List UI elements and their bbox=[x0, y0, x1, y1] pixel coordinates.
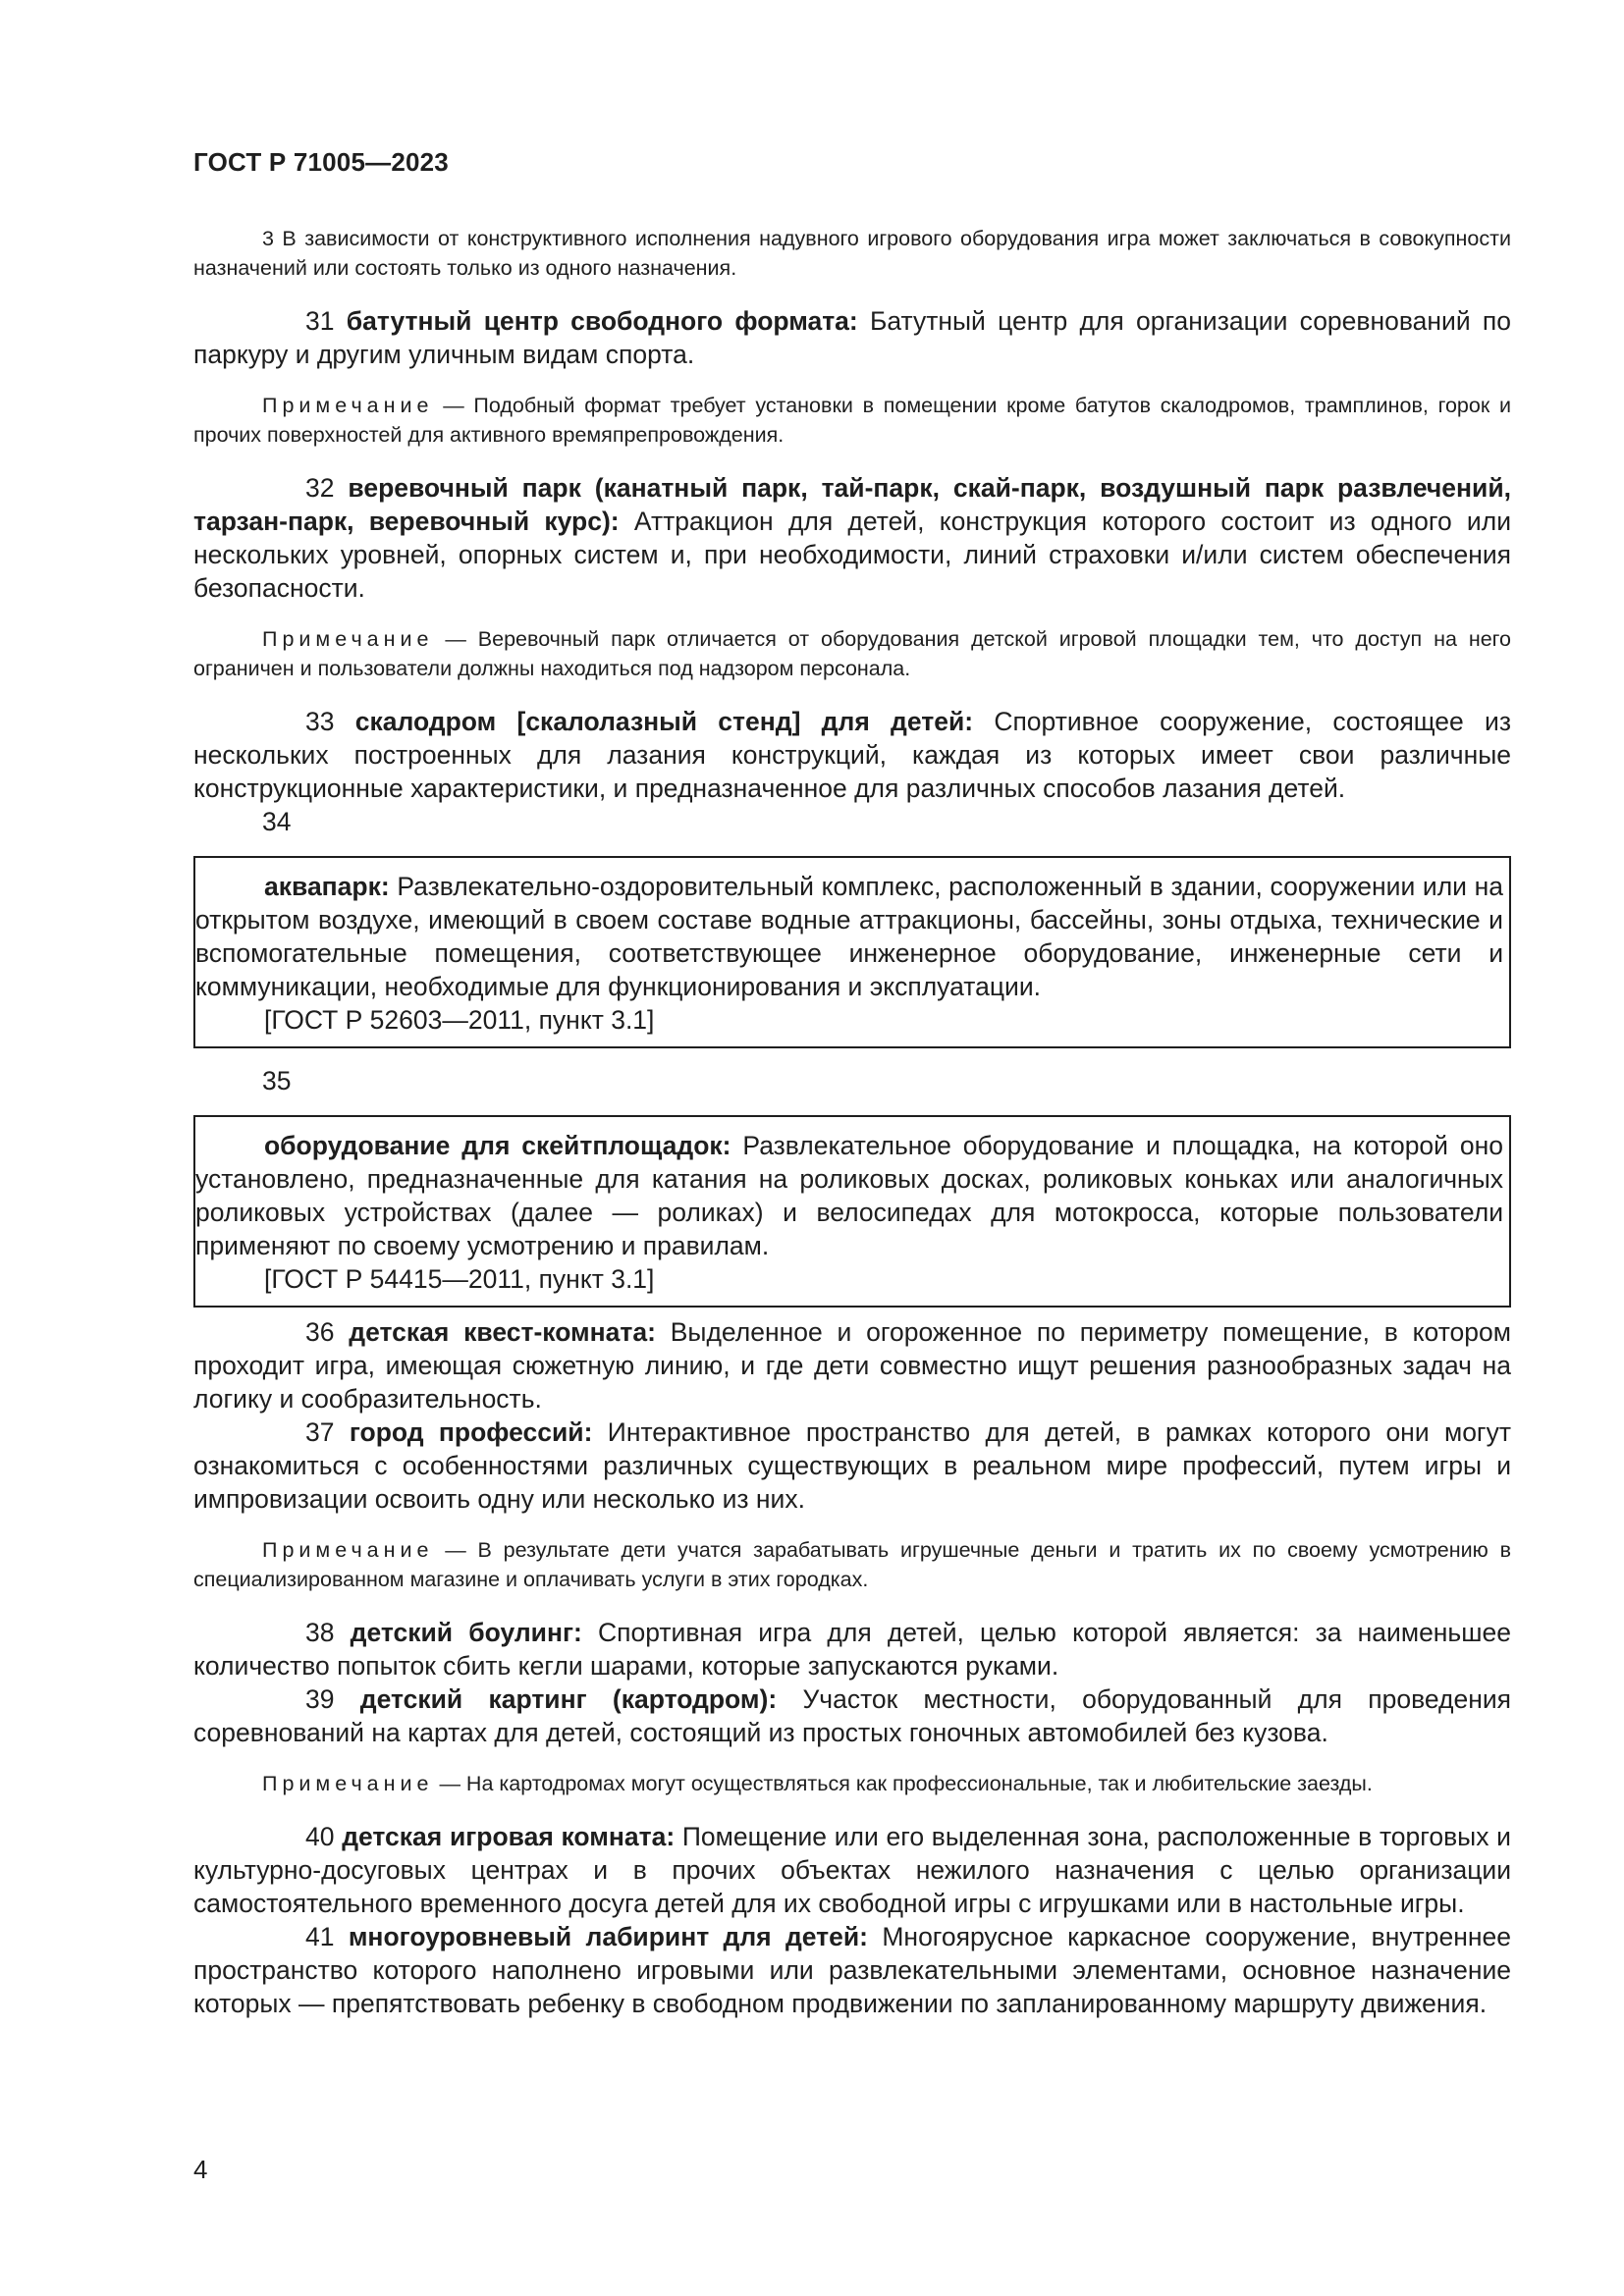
note-3: 3 В зависимости от конструктивного исполнения надувного игрового оборудования игра может заключаться в совокупности назначений или состоять только из одного назначения. bbox=[193, 227, 1511, 280]
term-33 bbox=[193, 705, 1511, 805]
term-31-definition: Батутный центр для организации соревнований по паркуру и другим уличным видам спорта. bbox=[193, 306, 1511, 369]
note-37 bbox=[193, 1535, 1511, 1594]
term-41-definition: Многоярусное каркасное сооружение, внутреннее пространство которого наполнено игровыми или развлекательными элементами, основное назначение которых — препятствовать ребенку в свободном продвижении по запланированному маршруту движения. bbox=[193, 1922, 1511, 2018]
term-40-number: 40 bbox=[305, 1822, 335, 1851]
term-37-name: город профессий: bbox=[349, 1417, 593, 1447]
term-34-source: [ГОСТ Р 52603—2011, пункт 3.1] bbox=[264, 1005, 655, 1035]
term-38-name: детский боулинг: bbox=[350, 1618, 582, 1647]
term-36-number: 36 bbox=[305, 1317, 335, 1347]
note-39 bbox=[193, 1769, 1511, 1798]
note-32 bbox=[193, 624, 1511, 683]
term-33-definition: Спортивное сооружение, состоящее из нескольких построенных для лазания конструкций, каждая из которых имеет свои различные конструкционные характеристики, и предназначенное для различных способов лазания детей. bbox=[193, 707, 1511, 803]
term-34-definition: Развлекательно-оздоровительный комплекс, расположенный в здании, сооружении или на открытом воздухе, имеющий в своем составе водные аттракционы, бассейны, зоны отдыха, технические и вспомогательные помещения, соответствующее инженерное оборудование, инженерные сети и коммуникации, необходимые для функционирования и эксплуатации. bbox=[195, 872, 1503, 1001]
term-33-number: 33 bbox=[305, 707, 335, 736]
note-39-label: Примечание bbox=[262, 1772, 434, 1795]
term-36-name: детская квест-комната: bbox=[349, 1317, 656, 1347]
term-34-number: 34 bbox=[262, 807, 292, 836]
note-32-label: Примечание bbox=[262, 627, 434, 651]
term-35-definition: Развлекательное оборудование и площадка, на которой оно установлено, предназначенные для катания на роликовых досках, роликовых коньках или аналогичных роликовых устройствах (далее — роликах) и велосипедах для мотокросса, которые пользователи применяют по своему усмотрению и правилам. bbox=[195, 1131, 1503, 1260]
term-35-entry bbox=[195, 1129, 1509, 1262]
term-34-entry bbox=[195, 870, 1509, 1003]
term-41-name: многоуровневый лабиринт для детей: bbox=[348, 1922, 869, 1951]
term-31-number: 31 bbox=[305, 306, 335, 336]
term-39 bbox=[193, 1682, 1511, 1749]
note-31-text: — Подобный формат требует установки в помещении кроме батутов скалодромов, трамплинов, горок и прочих поверхностей для активного времяпрепровождения. bbox=[193, 394, 1511, 447]
term-34-box bbox=[193, 856, 1511, 1048]
term-40 bbox=[193, 1820, 1511, 1920]
term-35-box bbox=[193, 1115, 1511, 1308]
term-34-name: аквапарк: bbox=[264, 872, 390, 901]
note-37-text: — В результате дети учатся зарабатывать игрушечные деньги и тратить их по своему усмотрению в специализированном магазине и оплачивать услуги в этих городках. bbox=[193, 1538, 1511, 1591]
note-37-label: Примечание bbox=[262, 1538, 434, 1562]
term-32 bbox=[193, 471, 1511, 605]
term-38 bbox=[193, 1616, 1511, 1682]
term-37-definition: Интерактивное пространство для детей, в рамках которого они могут ознакомиться с особенностями различных существующих в реальном мире профессий, путем игры и импровизации освоить одну или несколько из них. bbox=[193, 1417, 1511, 1514]
term-31-name: батутный центр свободного формата: bbox=[346, 306, 858, 336]
term-37 bbox=[193, 1415, 1511, 1516]
term-40-name: детская игровая комната: bbox=[342, 1822, 676, 1851]
page-number: 4 bbox=[193, 2155, 208, 2184]
term-41 bbox=[193, 1920, 1511, 2020]
term-39-number: 39 bbox=[305, 1684, 335, 1714]
page-header-standard-id: ГОСТ Р 71005—2023 bbox=[193, 147, 449, 177]
term-38-number: 38 bbox=[305, 1618, 335, 1647]
term-32-definition: Аттракцион для детей, конструкция которого состоит из одного или нескольких уровней, опорных систем и, при необходимости, линий страховки и/или систем обеспечения безопасности. bbox=[193, 507, 1511, 603]
page-content bbox=[193, 224, 1511, 2020]
term-35-number: 35 bbox=[262, 1066, 292, 1095]
term-41-number: 41 bbox=[305, 1922, 335, 1951]
term-36-definition: Выделенное и огороженное по периметру помещение, в котором проходит игра, имеющая сюжетную линию, и где дети совместно ищут решения разнообразных задач на логику и сообразительность. bbox=[193, 1317, 1511, 1414]
term-33-name: скалодром [скалолазный стенд] для детей: bbox=[354, 707, 974, 736]
term-35-name: оборудование для скейтплощадок: bbox=[264, 1131, 731, 1160]
note-31 bbox=[193, 391, 1511, 450]
term-39-name: детский картинг (картодром): bbox=[359, 1684, 778, 1714]
note-31-label: Примечание bbox=[262, 394, 434, 417]
term-32-number: 32 bbox=[305, 473, 335, 503]
term-37-number: 37 bbox=[305, 1417, 335, 1447]
term-32-name: веревочный парк (канатный парк, тай-парк, скай-парк, воздушный парк развлечений, тарзан-парк, веревочный курс): bbox=[193, 473, 1511, 536]
term-38-definition: Спортивная игра для детей, целью которой является: за наименьшее количество попыток сбить кегли шарами, которые запускаются руками. bbox=[193, 1618, 1511, 1681]
term-39-definition: Участок местности, оборудованный для проведения соревнований на картах для детей, состоящий из простых гоночных автомобилей без кузова. bbox=[193, 1684, 1511, 1747]
term-36 bbox=[193, 1315, 1511, 1415]
note-39-text: — На картодромах могут осуществляться как профессиональные, так и любительские заезды. bbox=[439, 1772, 1373, 1795]
term-35-source: [ГОСТ Р 54415—2011, пункт 3.1] bbox=[264, 1264, 655, 1294]
term-40-definition: Помещение или его выделенная зона, расположенные в торговых и культурно-досуговых центрах и в прочих объектах нежилого назначения с целью организации самостоятельного временного досуга детей для их свободной игры с игрушками или в настольные игры. bbox=[193, 1822, 1511, 1918]
note-32-text: — Веревочный парк отличается от оборудования детской игровой площадки тем, что доступ на него ограничен и пользователи должны находиться под надзором персонала. bbox=[193, 627, 1511, 680]
term-31 bbox=[193, 304, 1511, 371]
